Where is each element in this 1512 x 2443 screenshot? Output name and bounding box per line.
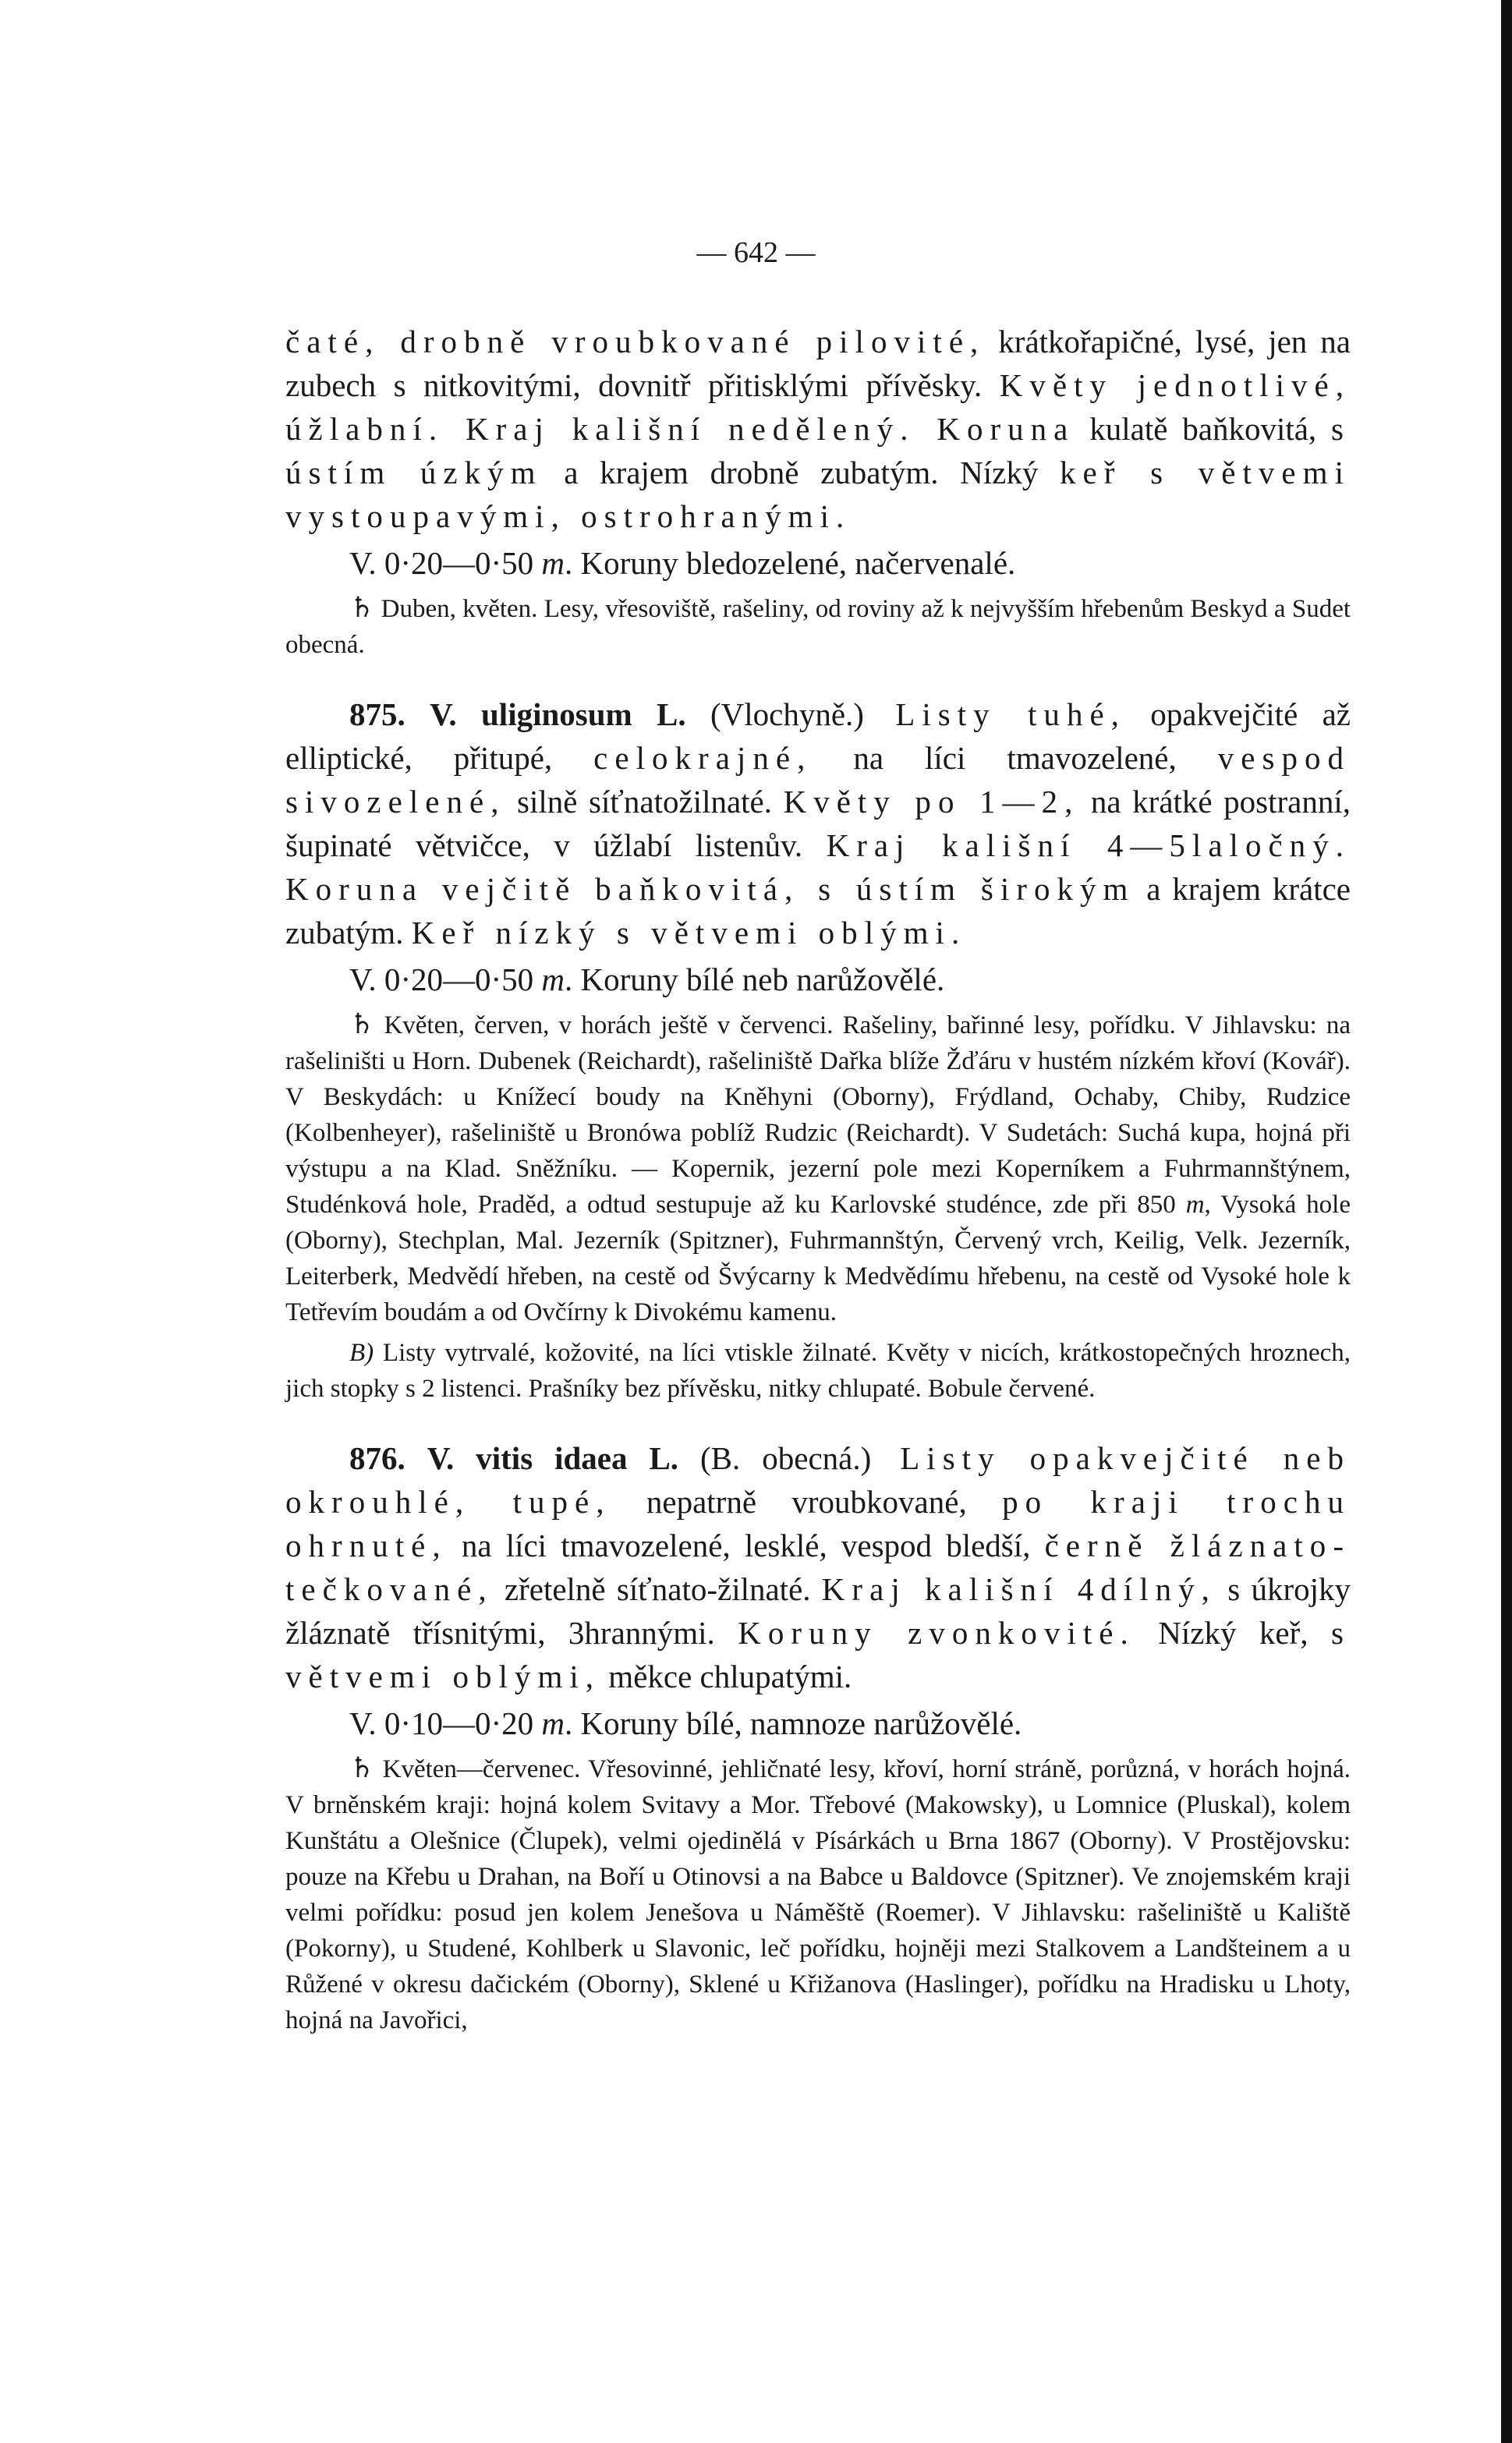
species-875-habitat-rest: , Vysoká hole (Oborny), Stechplan, Mal. Jezerník (Spitzner), Fuhrmannštýn, Červený vrch, Keilig, Velk. Jezerník, Leiterberk, Medvědí hřeben, na cestě od Švýcarny k Medvědímu hřebenu, na cestě od Vysoké hole k Tetřevím boudám a od Ovčírny k Divokému kamenu. [285,1191,1351,1326]
intro-text-run: kulatě baňkovitá, [1075,411,1332,447]
species-875-text-run: na krátké postranní, šupinaté větvičce, v úžlabí listenův. [285,784,1351,863]
shrub-symbol-icon: ♄ [349,1752,375,1783]
species-876-description [285,1440,1351,1694]
page-body [285,320,1351,2038]
group-b-text: Listy vytrvalé, kožovité, na líci vtiskle žilnaté. Květy v nicích, krátkostopečných hroznech, jich stopky s 2 listenci. Prašníky bez přívěsku, nitky chlupaté. Bobule červené. [285,1339,1351,1403]
intro-dim-unit: m [541,545,565,581]
species-875-text-run: na líci tmavozelené, [812,740,1218,776]
species-876-text-run: s úkrojky žláznatě třísnitými, 3hrannými. [285,1571,1351,1651]
intro-habitat-text: Duben, květen. Lesy, vřesoviště, rašeliny, od roviny až k nejvyšším hřebenům Beskyd a Sudet obecná. [285,595,1351,659]
species-875-dim-unit: m [541,961,565,997]
species-875-text-run: opakvejčité až elliptické, přitupé, [285,696,1351,776]
species-876-text-run: černě žláznato-tečkované, [285,1528,1351,1607]
species-875-dimensions [285,958,1351,1001]
intro-text-run: čaté, drobně vroubkované pilovité, [285,324,986,359]
species-876-dim-rest: . Koruny bílé, namnoze narůžovělé. [565,1705,1022,1741]
species-875-text-run: silně síťnatožilnaté. [505,784,784,820]
shrub-symbol-icon: ♄ [349,1008,375,1039]
species-875-text-run: Keř nízký s větvemi oblými. [411,915,967,951]
group-b-paragraph [285,1335,1351,1407]
species-876-text-run: po kraji trochu ohrnuté, [285,1484,1351,1563]
species-876-text-run: Nízký keř, [1135,1615,1331,1651]
species-875-text-run: vespod sivozelené, [285,740,1351,820]
intro-text-run: Květy jednotlivé, úžlabní. Kraj kališní nedělený. Koruna [285,367,1351,447]
species-876-text-run: Koruny zvonkovité. [738,1615,1135,1651]
species-876-habitat-text: Květen—červenec. Vřesovinné, jehličnaté lesy, křoví, horní stráně, porůzná, v horách hojná. V brněnském kraji: hojná kolem Svitavy a Mor. Třebové (Makowsky), u Lomnice (Pluskal), kolem Kunštátu a Olešnice (Člupek), velmi ojedinělá v Písárkách u Brna 1867 (Oborny). V Prostějovsku: pouze na Křebu u Drahan, na Boří u Otinovsi a na Babce u Baldovce (Spitzner). Ve znojemském kraji velmi pořídku: posud jen kolem Jenešova u Náměště (Roemer). V Jihlavsku: rašeliniště u Kaliště (Pokorny), u Studené, Kohlberk u Slavonic, leč pořídku, hojněji mezi Stalkovem a Landšteinem a u Růžené v okresu dačickém (Oborny), Sklené u Křižanova (Haslinger), pořídku na Hradisku u Lhoty, hojná na Javořici, [285,1755,1351,2034]
species-875-description [285,696,1351,951]
species-876-text-run: Kraj kališní 4dílný, [821,1571,1216,1607]
species-875-number: 875. [349,696,405,732]
intro-description [285,320,1351,538]
species-875-dim-value: V. 0·20—0·50 [349,961,534,997]
species-876-text-run: s větvemi oblými, [285,1615,1351,1694]
group-b-label: B) [349,1339,374,1367]
intro-text-run: a krajem drobně zubatým. Nízký [542,455,1061,490]
intro-dimensions [285,541,1351,585]
species-875-habitat-text: Květen, červen, v horách ještě v červenci. Rašeliny, bařinné lesy, pořídku. V Jihlavsku: na rašeliništi u Horn. Dubenek (Reichardt), rašeliniště Dařka blíže Žďáru v hustém nízkém křoví (Kovář). V Beskydách: u Knížecí boudy na Kněhyni (Oborny), Frýdland, Ochaby, Chiby, Rudzice (Kolbenheyer), rašeliniště u Bronówa poblíž Rudzic (Reichardt). V Sudetách: Suchá kupa, hojná při výstupu a na Klad. Sněžníku. — Kopernik, jezerní pole mezi Koperníkem a Fuhrmannštýnem, Studénková hole, Praděd, a odtud sestupuje až ku Karlovské studénce, zde při 850 [285,1011,1351,1219]
species-876-common-name: (B. obecná.) [700,1440,872,1476]
intro-habitat [285,590,1351,663]
intro-dim-value: V. 0·20—0·50 [349,545,534,581]
species-875-text-run: Kraj kališní 4—5laločný. Koruna vejčitě baňkovitá, s ústím širokým [285,827,1351,907]
species-876-text-run: Listy opakvejčité neb okrouhlé, tupé, [285,1440,1351,1520]
shrub-symbol-icon: ♄ [349,592,375,623]
species-876-dim-value: V. 0·10—0·20 [349,1705,534,1741]
species-875-habitat [285,1006,1351,1330]
species-875-name: V. uliginosum L. [430,696,686,732]
species-875-common-name: (Vlochyně.) [710,696,864,732]
species-876-dimensions [285,1701,1351,1745]
intro-text-run: krátkořapičné, lysé, jen na zubech s nitkovitými, dovnitř přitisklými přívěsky. [285,324,1351,403]
intro-text-run: keř s větvemi vystoupavými, ostrohranými. [285,455,1351,534]
species-875-text-run: Květy po 1—2, [783,784,1080,820]
species-875-text-run: celokrajné, [593,740,813,776]
intro-dim-rest: . Koruny bledozelené, načervenalé. [565,545,1016,581]
intro-text-run: s ústím úzkým [285,411,1351,490]
species-876-text-run: nepatrně vroubkované, [611,1484,1003,1520]
species-876-text-run: zřetelně síťnato-žilnaté. [493,1571,822,1607]
page-number: — 642 — [696,236,816,269]
species-875-habitat-unit: m [1185,1191,1205,1219]
species-876-dim-unit: m [541,1705,565,1741]
scan-edge-bar [1501,0,1512,2443]
species-876-text-run: na líci tmavozelené, lesklé, vespod bledší, [447,1528,1045,1563]
species-875-text-run: Listy tuhé, [863,696,1126,732]
species-875-text-run: a krajem krátce zubatým. [285,871,1351,951]
species-875-dim-rest: . Koruny bílé neb narůžovělé. [565,961,945,997]
species-875-entry [285,692,1351,954]
species-876-text-run: měkce chlupatými. [600,1659,852,1694]
species-876-number: 876. [349,1440,405,1476]
species-876-habitat [285,1750,1351,2038]
species-876-entry [285,1436,1351,1698]
species-876-name: V. vitis idaea L. [427,1440,679,1476]
